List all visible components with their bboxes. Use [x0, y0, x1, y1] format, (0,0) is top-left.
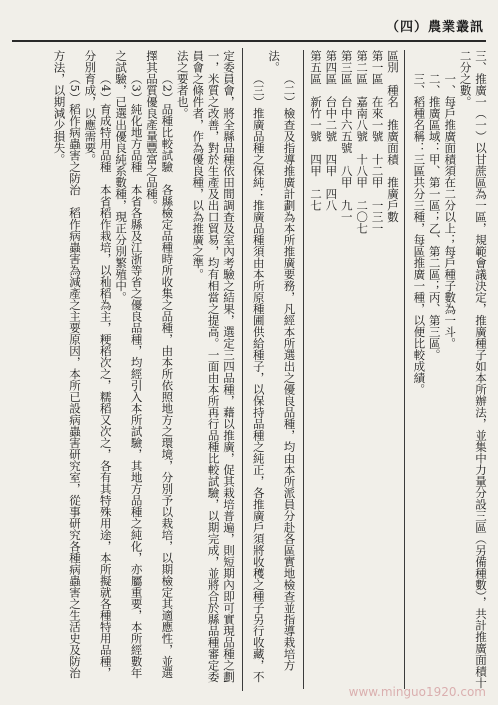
right-paragraph: 一、每戶推廣面積須在二分以上；每戶種子數為一斗。: [443, 73, 458, 349]
column-divider: [242, 48, 243, 691]
left-paragraph: （3）純化地方品種 本省各縣及江浙等省之優良品種，均經引入本所試驗，其地方品種之純化，亦屬重要，本所經數年之試驗，已選出優良純系數種，現正分別繁殖中。: [114, 50, 144, 679]
left-paragraph: 定委員會，將全縣品種依田間調查及室內考驗之結果，選定三四品種，藉以推廣，促其栽培普遍，則短期內即可實現品種之劃一，米質之改善，對於生產及出口貿易，均有相當之提高。一面由本所再行品種比較試驗，以期完成，並將合於縣品種審定委員會之條件者，作為優良種，以為推廣之準。: [191, 50, 236, 683]
header-rule: [12, 40, 486, 42]
table-row: 第三區 台中六五號 八甲 九一: [339, 50, 354, 223]
right-paragraph: （三）推廣品種之保純：推廣品種須由本所原種圃供給種子，以保持品種之純正，各推廣戶須將收穫之種子另行收藏，不: [252, 73, 266, 683]
page-title: 農業叢訊: [427, 19, 484, 35]
left-paragraph: （5）稻作病蟲害之防治 稻作病蟲害為減產之主要原因，本所已設病蟲害研究室，從事研究各種病蟲害之生活史及防治方法，以期減少損失。: [52, 50, 82, 679]
right-paragraph: 三、推廣一（一）以甘蔗區為一區，規範會議決定，推廣種子如本所辦法，並集中力量分設三區（另備種數），共計推廣面積十二分之數。: [458, 50, 488, 689]
table-row: 第四區 台中二號 四甲 四八: [324, 50, 339, 211]
table-row: 第一區 在來一號 十二甲 一三一: [370, 50, 385, 234]
left-paragraph: （4）育成特用品種 本省稻作栽培，以秈稻為主，粳稻次之，糯稻又次之，各有其特殊用途，本所擬就各種特用品種，分別育成，以應需要。: [83, 50, 113, 679]
page-number: （四）: [385, 19, 428, 35]
watermark: www.minguo1920.com: [348, 685, 486, 699]
right-column: [252, 50, 488, 689]
table-row: 第二區 嘉南八號 十八甲 二〇七: [355, 50, 370, 234]
right-paragraph: 二、推廣區域：甲、第一區；乙、第二區；丙、第三區。: [427, 73, 442, 361]
table-row: 區別 種名 推廣面積 推廣戶數: [385, 50, 400, 223]
page-header: [386, 14, 484, 36]
distribution-table: [303, 50, 405, 689]
left-paragraph: （2）品種比較試驗 各縣檢定品種時所收集之品種，由本所依照地方之環境，分別予以栽培，以期檢定其適應性，並選擇其品質優良產量豐富之品種。: [144, 50, 175, 679]
right-paragraph: 三、稻種名稱：三區共分三種，每區推廣一種，以便比較成績。: [412, 73, 427, 395]
left-paragraph: 法之要者也。: [175, 50, 190, 119]
right-paragraph: （二）檢查及指導推廣計劃為本所推廣要務，凡經本所選出之優良品種，均由本所派員分赴各區實地檢查並指導栽培方法。: [267, 50, 297, 671]
table-row: 第五區 新竹一號 四甲 二七: [308, 50, 323, 211]
left-column: [10, 50, 236, 689]
